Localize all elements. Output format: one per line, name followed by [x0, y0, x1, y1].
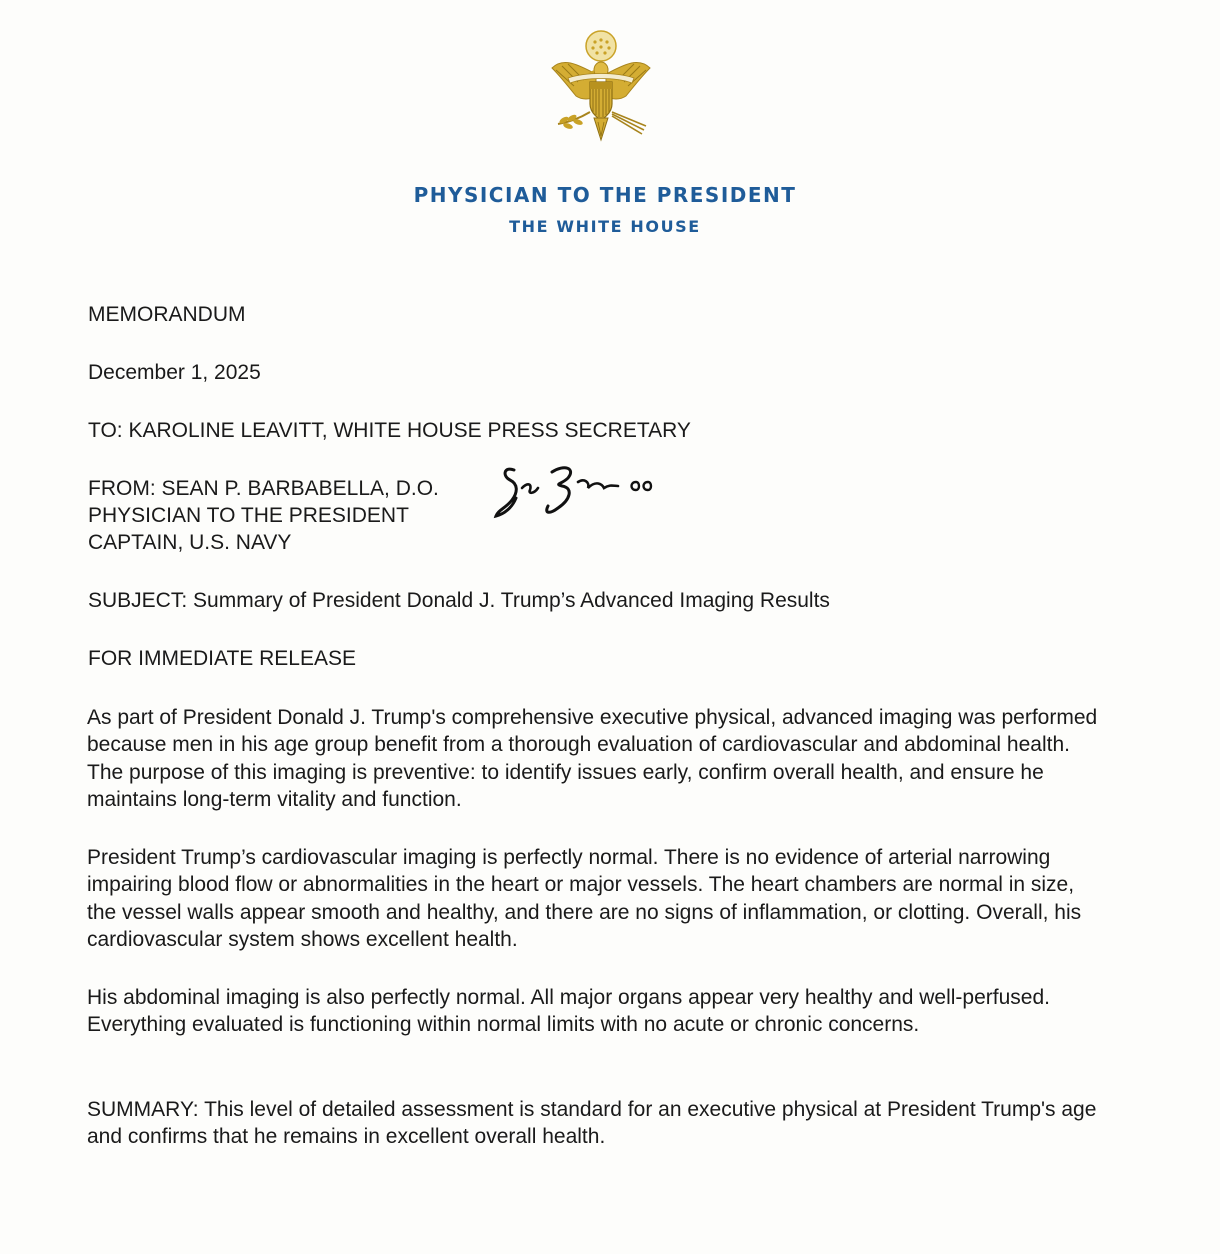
- letterhead-subtitle: THE WHITE HOUSE: [509, 217, 701, 236]
- letterhead-title: PHYSICIAN TO THE PRESIDENT: [413, 183, 797, 207]
- memo-date: December 1, 2025: [88, 361, 261, 384]
- memo-release: FOR IMMEDIATE RELEASE: [88, 647, 356, 670]
- memo-heading: MEMORANDUM: [88, 303, 246, 326]
- memo-from-title: PHYSICIAN TO THE PRESIDENT: [88, 504, 409, 527]
- memo-subject: SUBJECT: Summary of President Donald J. Trump’s Advanced Imaging Results: [88, 589, 830, 612]
- presidential-eagle-seal-icon: [546, 26, 656, 146]
- handwritten-signature: [492, 460, 667, 522]
- memo-from: FROM: SEAN P. BARBABELLA, D.O.: [88, 477, 439, 500]
- memo-paragraph: President Trump’s cardiovascular imaging is perfectly normal. There is no evidence of arterial narrowing impairing blood flow or abnormalities in the heart or major vessels. The heart chambers are normal in size, the vessel walls appear smooth and healthy, and there are no signs of inflammation, or clotting. Overall, his cardiovascular system shows excellent health.: [87, 846, 1082, 951]
- memo-paragraph: As part of President Donald J. Trump's comprehensive executive physical, advanced imaging was performed because men in his age group benefit from a thorough evaluation of cardiovascular and abdominal health. The purpose of this imaging is preventive: to identify issues early, confirm overall health, and ensure he maintains long-term vitality and function.: [87, 706, 1098, 811]
- memo-to: TO: KAROLINE LEAVITT, WHITE HOUSE PRESS SECRETARY: [88, 419, 691, 442]
- memo-summary: SUMMARY: This level of detailed assessment is standard for an executive physical at President Trump's age and confirms that he remains in excellent overall health.: [87, 1098, 1097, 1149]
- memo-from-rank: CAPTAIN, U.S. NAVY: [88, 531, 292, 554]
- memo-paragraph: His abdominal imaging is also perfectly normal. All major organs appear very healthy and well-perfused. Everything evaluated is functioning within normal limits with no acute or chronic concerns.: [87, 986, 1050, 1037]
